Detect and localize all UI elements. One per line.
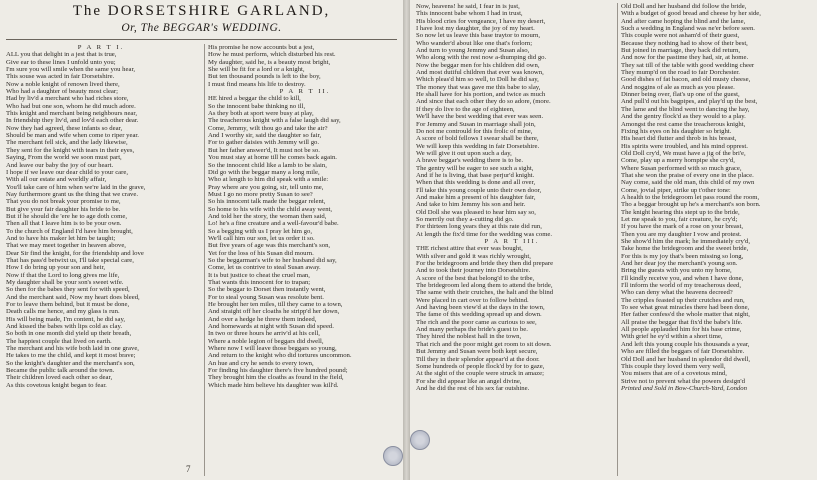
verse-line: He takes to me the child, and kept it most brave; bbox=[6, 352, 136, 360]
ballad-subtitle: Or, The BEGGAR's WEDDING. bbox=[121, 22, 282, 34]
verse-line: The lame and the blind went to dancing the hay, bbox=[621, 105, 750, 113]
verse-line: But give your fair daughter his bride to be. bbox=[6, 205, 121, 213]
verse-line: Her father confess'd the whole matter that night, bbox=[621, 311, 750, 319]
verse-line: And homewards at night with Susan did speed. bbox=[208, 323, 334, 331]
verse-line: Old Doll cry'd, We must have a jig of the bri'e, bbox=[621, 149, 746, 157]
part-heading: P A R T I. bbox=[77, 44, 125, 51]
verse-line: And many perhaps the bride's guest to be. bbox=[416, 326, 528, 334]
verse-line: She show'd him the mark; he immediately cry'd, bbox=[621, 238, 751, 245]
verse-line: We will give it out upon such a day, bbox=[416, 149, 512, 157]
verse-line: The same with their crutches, the halt and the blind bbox=[416, 289, 554, 297]
verse-line: Fixing his eyes on his daughter so bright. bbox=[621, 127, 732, 135]
verse-line: They brought him the cloaths as found in the field, bbox=[208, 374, 344, 382]
verse-line: Because they nothing had to show of their best, bbox=[621, 39, 748, 47]
verse-line: Pray where are you going, sir, tell unto me, bbox=[208, 183, 324, 191]
verse-line: So now let us leave this base traytor to mourn, bbox=[416, 32, 541, 40]
verse-line: Let me speak to you, fair creature, he cry'd; bbox=[621, 215, 738, 223]
verse-line: And straight off her cloaths he stripp'd her down, bbox=[208, 308, 340, 316]
verse-line: He shall have for his portion, and twice as much bbox=[416, 91, 546, 99]
verse-line: You misers that are of a covetous mind, bbox=[621, 370, 727, 378]
verse-line: His spirits were troubled, and his mind opprest. bbox=[621, 142, 748, 150]
verse-line: THE richest attire that ever was bought, bbox=[416, 245, 523, 253]
verse-line: So merrily out they a-cutting did go. bbox=[416, 215, 514, 223]
verse-line: So then for the babes they sent for with speed, bbox=[6, 286, 130, 294]
verse-line: For the bridegroom and bride they then did prepare bbox=[416, 260, 554, 268]
verse-line: But Jemmy and Susan were both kept secure, bbox=[416, 348, 538, 356]
verse-line: Now a noble knight of renown lived there, bbox=[6, 80, 120, 88]
verse-line: The rich and the poor came as curious to see, bbox=[416, 318, 537, 326]
verse-line: With grief he ey'd within a short time, bbox=[621, 333, 723, 341]
verse-line: HE hired a beggar the child to kill, bbox=[208, 95, 301, 103]
verse-line: For she did appear like an angel divine, bbox=[416, 377, 522, 385]
verse-line: I'll take this young couple unto their own door, bbox=[416, 186, 542, 194]
verse-line: As this covetous knight began to fear. bbox=[6, 381, 107, 389]
verse-line: We will keep this wedding in fair Dorsetshire. bbox=[416, 142, 540, 150]
verse-line: The bridegroom led along them to attend the bride, bbox=[416, 282, 553, 290]
verse-line: Which pleas'd him so well, to Doll he did say, bbox=[416, 76, 539, 84]
verse-line: His will being made, I'm content, he did say, bbox=[6, 315, 126, 323]
verse-line: But five years of age was this merchant's son, bbox=[208, 242, 331, 250]
verse-line: In friendship they liv'd, and lov'd each other dear. bbox=[6, 117, 139, 125]
verse-line: With a budget of good bread and cheese by her side, bbox=[621, 10, 761, 18]
verse-line: In two or three hours he arriv'd at his cell, bbox=[208, 330, 320, 338]
verse-line: At length the fix'd time for the wedding was come. bbox=[416, 230, 553, 238]
right-page bbox=[410, 0, 817, 480]
verse-line: For finding his daughter there's five hundred pound; bbox=[208, 367, 348, 375]
verse-line: And take to him Jemmy his son and heir. bbox=[416, 201, 526, 209]
verse-line: The fame of this wedding spread up and down. bbox=[416, 311, 542, 319]
verse-line: I'll kindly receive you, and when I have done, bbox=[621, 274, 744, 282]
verse-line: Nay come, said the old man, this child of my own bbox=[621, 179, 755, 187]
verse-line: Which made him believe his daughter was kill'd. bbox=[208, 381, 339, 389]
verse-line: Where now I will leave those beggars so young, bbox=[208, 345, 337, 353]
ballad-title: The DORSETSHIRE GARLAND, bbox=[72, 3, 331, 19]
verse-line: A score of bold fellows I swear shall be there, bbox=[416, 135, 539, 143]
verse-line: His heart did flutter and throb in his breast, bbox=[621, 135, 737, 143]
verse-line: Dinner being over, flat's up one of the guest, bbox=[621, 91, 740, 99]
verse-line: And noggins of ale as much as you please. bbox=[621, 83, 735, 91]
verse-line: And pull'd out his bagpipes, and play'd up the best, bbox=[621, 98, 758, 106]
verse-line: My daughter shall be your son's sweet wife. bbox=[6, 279, 124, 286]
right-column-2 bbox=[617, 3, 817, 476]
verse-line: They hired the noblest hall in the town, bbox=[416, 333, 522, 341]
verse-line: His promise he now accounts but a jest, bbox=[208, 44, 315, 51]
verse-line: Now they had agreed, these infants so dear, bbox=[6, 124, 123, 132]
verse-line: For thirteen long years they at this rate did run, bbox=[416, 223, 542, 231]
title-rule bbox=[6, 39, 397, 40]
verse-line: We'll call him our son, let us order it so. bbox=[208, 234, 315, 242]
verse-line: Then all that I leave him is to be your own. bbox=[6, 220, 122, 228]
verse-line: So the beggarman's wife to her husband did say, bbox=[208, 256, 337, 264]
verse-line: Saying, From the world we soon must part, bbox=[6, 154, 122, 162]
part-heading: P A R T III. bbox=[484, 238, 540, 245]
verse-line: Old Doll she was pleased to hear him say so, bbox=[416, 208, 536, 216]
verse-line: Then you are my daughter I vow and protest. bbox=[621, 230, 742, 238]
verse-line: Come, play up a merry hornpipe she cry'd, bbox=[621, 157, 735, 165]
verse-line: Now the beggar men for his children did own, bbox=[416, 61, 540, 69]
verse-line: A health to the bridegroom let pass round the room, bbox=[621, 193, 760, 201]
verse-line: Do not me contrould for this frolic of mine, bbox=[416, 127, 533, 135]
verse-line: But her father answer'd, It must not be so. bbox=[208, 146, 320, 154]
verse-line: That you do not break your promise to me, bbox=[6, 198, 121, 206]
verse-line: Where a noble legion of beggars did dwell, bbox=[208, 337, 324, 345]
verse-line: And told her the story, the woman then said, bbox=[208, 212, 327, 220]
page-number: 7 bbox=[186, 464, 191, 474]
verse-line: And return to the knight who did tortures uncommon. bbox=[208, 352, 352, 360]
verse-line: Who are filled the beggars of fair Dorsetshire. bbox=[621, 348, 745, 356]
verse-line: ALL you that delight in a jest that is true, bbox=[6, 51, 117, 59]
verse-line: And left this young couple his thousands a year, bbox=[621, 340, 750, 348]
verse-line: Who along with the rest now a-thumping did go. bbox=[416, 54, 547, 62]
verse-line: Who wander'd about like one that's forlorn; bbox=[416, 39, 533, 47]
book-gutter bbox=[403, 0, 410, 480]
verse-line: As they both at sport were busy at play, bbox=[208, 110, 314, 118]
verse-line: And make him a present of his daughter fair, bbox=[416, 193, 536, 201]
verse-line: For to leave them behind, but it must be done, bbox=[6, 301, 130, 309]
verse-line: And if he is living, that base perjur'd knight. bbox=[416, 171, 535, 179]
verse-line: Strive not to prevent what the powers design'd bbox=[621, 377, 745, 385]
verse-line: The happiest couple that lived on earth. bbox=[6, 337, 112, 345]
verse-line: And the merchant said, Now my heart does bleed, bbox=[6, 293, 140, 301]
verse-line: She will be fit for a lord or a knight, bbox=[208, 66, 305, 74]
right-column-1 bbox=[416, 3, 608, 476]
verse-line: Now if that the Lord to long gives me life, bbox=[6, 271, 120, 279]
verse-line: But ten thousand pounds is left to the boy, bbox=[208, 73, 321, 81]
verse-line: So home to his wife with the child away went, bbox=[208, 205, 333, 213]
verse-line: It is but justice to cheat the cruel man, bbox=[208, 271, 310, 279]
verse-line: With all our estate and worldly affair, bbox=[6, 176, 107, 184]
verse-line: Where Susan performed with so much grace, bbox=[621, 164, 742, 172]
verse-line: Old Doll and her husband in splendor did dwell, bbox=[621, 355, 751, 363]
verse-line: Tho a beggar brought up he's a merchant's son born. bbox=[621, 201, 761, 209]
verse-line: Who at length to him did speak with a smile: bbox=[208, 176, 329, 184]
verse-line: And having been view'd at the days in the town, bbox=[416, 304, 545, 312]
verse-line: Dear Sir find the knight, for the friendship and love bbox=[6, 249, 144, 257]
verse-line: How I do bring up your son and heir, bbox=[6, 264, 106, 272]
verse-line: To the church of England I'd have him brought, bbox=[6, 227, 133, 235]
verse-line: So both in one month did yield up their breath, bbox=[6, 330, 132, 338]
verse-line: I'm sure you will smile when the same you hear, bbox=[6, 66, 136, 74]
verse-line: The money that was gave me this babe to slay, bbox=[416, 83, 541, 91]
verse-line: And turn to young Jemmy and Susan also, bbox=[416, 47, 530, 55]
verse-line: If you have the mark of a rose on your breast, bbox=[621, 223, 744, 231]
verse-line: All praise the beggar that fix'd the babe's life. bbox=[621, 318, 743, 326]
verse-line: The gentry will be eager to see such a sight, bbox=[416, 164, 534, 172]
verse-line: So the innocent child like a lamb to be slain, bbox=[208, 161, 327, 169]
verse-line: So the innocent babe thinking no ill, bbox=[208, 102, 306, 110]
verse-line: Come, jovial piper, strike up t'other tone: bbox=[621, 186, 731, 194]
verse-line: And most dutiful children that ever was known, bbox=[416, 69, 544, 77]
verse-line: Did go with the beggar many a long mile, bbox=[208, 168, 320, 176]
verse-line: Amongst the rest came the treacherous knight, bbox=[621, 120, 746, 128]
printer-imprint: Printed and Sold in Bow-Church-Yard, London bbox=[621, 384, 747, 392]
verse-line: And the gentry flock'd as they would to a play. bbox=[621, 113, 746, 121]
verse-line: If they do live to the age of eighteen, bbox=[416, 105, 515, 113]
verse-line: This innocent babe whom I had in trust, bbox=[416, 10, 523, 18]
verse-line: How he must perform, which disturbed his rest. bbox=[208, 51, 336, 59]
library-stamp-icon bbox=[383, 446, 403, 466]
verse-line: Were placed in cart over to follow behind. bbox=[416, 296, 529, 304]
verse-line: Come, Jemmy, wilt thou go and take the air? bbox=[208, 124, 328, 132]
verse-line: And he did the rest of his sex far outshine. bbox=[416, 384, 530, 392]
verse-line: I hope if we leave our dear child to your care, bbox=[6, 168, 128, 176]
verse-line: But if he should die 'ere he to age doth come, bbox=[6, 212, 127, 220]
verse-line: Nay furthermore grant us the thing that we crave. bbox=[6, 190, 139, 198]
verse-line: And since that each other they do so adore, (more. bbox=[416, 98, 551, 106]
verse-line: For to gather daisies with Jemmy will go. bbox=[208, 139, 320, 147]
verse-line: Bring the guests with you unto my home, bbox=[621, 267, 732, 275]
verse-line: For Jemmy and Susan in marriage shall join, bbox=[416, 120, 536, 128]
verse-line: To see what great miracles there had been done, bbox=[621, 304, 750, 312]
verse-line: This knight and merchant being neighbours near, bbox=[6, 110, 138, 118]
verse-line: I must find means his life to destroy. bbox=[208, 80, 306, 88]
verse-line: That has pass'd betwixt us, I'll take special care, bbox=[6, 256, 134, 264]
verse-line: That she won the praise of every one in the place. bbox=[621, 171, 754, 179]
verse-line: That rich and the poor might get room to sit down. bbox=[416, 340, 552, 348]
verse-line: And now for the pastime they had, sir, at home. bbox=[621, 54, 749, 62]
verse-line: So a begging with us I pray let him go, bbox=[208, 227, 313, 235]
verse-line: And over a hedge he threw them indeed, bbox=[208, 315, 317, 323]
verse-line: Old Doll and her husband did follow the bride, bbox=[621, 3, 747, 10]
verse-line: Must I go no more pretty Susan to see? bbox=[208, 190, 313, 198]
verse-line: I have lost my daughter, the joy of my heart. bbox=[416, 25, 535, 33]
verse-line: That we may meet together in heaven above, bbox=[6, 242, 126, 250]
verse-line: So his innocent talk made the beggar relent, bbox=[208, 198, 326, 206]
verse-line: A brave beggar's wedding there is to be. bbox=[416, 157, 524, 165]
verse-line: Death calls me hence, and my glass is run. bbox=[6, 308, 120, 316]
verse-line: Yet for the loss of his Susan did mourn. bbox=[208, 249, 314, 257]
verse-line: That wants this innocent for to trapan; bbox=[208, 279, 311, 286]
verse-line: The knight hearing this stept up to the bride, bbox=[621, 208, 740, 216]
verse-line: For to steal young Susan was resolute bent. bbox=[208, 293, 324, 301]
verse-line: Give ear to these lines I unfold unto you; bbox=[6, 58, 116, 66]
verse-line: And leave our baby the joy of our heart. bbox=[6, 161, 114, 169]
verse-line: Had by liv'd a merchant who had riches store, bbox=[6, 95, 129, 103]
verse-line: My daughter, said he, is a beauty most bright, bbox=[208, 58, 331, 66]
verse-line: Good dishes of fat bacon, and old musty cheese, bbox=[621, 76, 751, 84]
library-stamp-icon bbox=[410, 430, 430, 450]
left-column-1 bbox=[6, 44, 196, 476]
verse-line: And to have his maker let him be taught; bbox=[6, 234, 116, 242]
verse-line: We'll have the best wedding that ever was seen. bbox=[416, 113, 544, 121]
verse-line: They sat till of the table with good wedding cheer bbox=[621, 61, 755, 69]
verse-line: Lo! he's a fine creature and a well-favour'd babe. bbox=[208, 220, 339, 228]
verse-line: When that this wedding is done and all over, bbox=[416, 179, 536, 187]
verse-line: Became the public talk around the town. bbox=[6, 367, 115, 375]
verse-line: Take home the bridegroom and the sweet bride, bbox=[621, 245, 749, 253]
verse-line: The merchant fell sick, and the lady likewise, bbox=[6, 139, 128, 147]
verse-line: His blood cries for vengeance, I have my desert, bbox=[416, 17, 546, 25]
verse-line: And after came hoping the blind and the lame, bbox=[621, 17, 746, 25]
verse-line: This couple were not asham'd of their guest, bbox=[621, 32, 740, 40]
verse-line: At the sight of the couple were struck in amaze; bbox=[416, 370, 544, 378]
verse-line: An hue and cry he sends to every town, bbox=[208, 359, 314, 367]
verse-line: So the beggar to Dorset then instantly went, bbox=[208, 286, 326, 294]
verse-line: Who had a daughter of beauty most clear; bbox=[6, 88, 118, 96]
verse-line: I'll inform the world of my treacherous deed, bbox=[621, 282, 742, 290]
verse-line: Some hundreds of people flock'd by for to gaze, bbox=[416, 362, 545, 370]
verse-line: Till they in their splendor appear'd at the door. bbox=[416, 355, 540, 363]
verse-line: You must stay at home till he comes back again. bbox=[208, 154, 337, 162]
verse-line: For this is my joy that's been missing so long, bbox=[621, 252, 744, 260]
verse-line: You'll take care of him when we're laid in the grave, bbox=[6, 183, 146, 191]
verse-line: The merchant and his wife both laid in one grave, bbox=[6, 345, 139, 353]
verse-line: Such a wedding in England was ne'er before seen. bbox=[621, 25, 755, 33]
verse-line: This couple they loved them very well, bbox=[621, 362, 726, 370]
verse-line: They sent for the knight with tears in their eyes, bbox=[6, 146, 135, 154]
verse-line: But joined in marriage, they back did return, bbox=[621, 47, 741, 55]
verse-line: And to took their journey into Dorsetshire. bbox=[416, 267, 531, 275]
left-page bbox=[0, 0, 403, 480]
verse-line: Now, heavens! he said, I fear in is just, bbox=[416, 3, 520, 10]
verse-line: With silver and gold it was richly wrought, bbox=[416, 252, 531, 260]
verse-line: All people applauded him for his base crime, bbox=[621, 326, 742, 334]
verse-line: They mump'd on the road to fair Dorchester. bbox=[621, 69, 740, 77]
verse-line: The cripples feasted up their crutches and run, bbox=[621, 296, 745, 304]
verse-line: And her dear joy the merchant's young son. bbox=[621, 260, 738, 268]
verse-line: The treacherous knight with a false laugh did say, bbox=[208, 117, 341, 125]
verse-line: Should be man and wife when come to riper year. bbox=[6, 132, 139, 140]
verse-line: A score of the best that belong'd to the tribe, bbox=[416, 274, 535, 282]
verse-line: Who had but one son, whom he did much adore. bbox=[6, 102, 136, 110]
verse-line: This souse was acted in fair Dorsetshire. bbox=[6, 73, 115, 81]
verse-line: He brought her ten miles, till they came to a town, bbox=[208, 301, 343, 309]
part-heading: P A R T II. bbox=[279, 88, 331, 96]
verse-line: Come, let us contrive to steal Susan away. bbox=[208, 264, 321, 272]
verse-line: So the knight's daughter and the merchant's son, bbox=[6, 359, 135, 367]
verse-line: And kissed the babes with lips cold as clay. bbox=[6, 323, 123, 331]
left-column-2 bbox=[204, 44, 402, 476]
verse-line: Who can deny what the heavens decreed? bbox=[621, 289, 733, 297]
verse-line: And I worthy sir, said the daughter so fair, bbox=[208, 132, 322, 140]
verse-line: Their children loved each other so dear, bbox=[6, 374, 113, 382]
